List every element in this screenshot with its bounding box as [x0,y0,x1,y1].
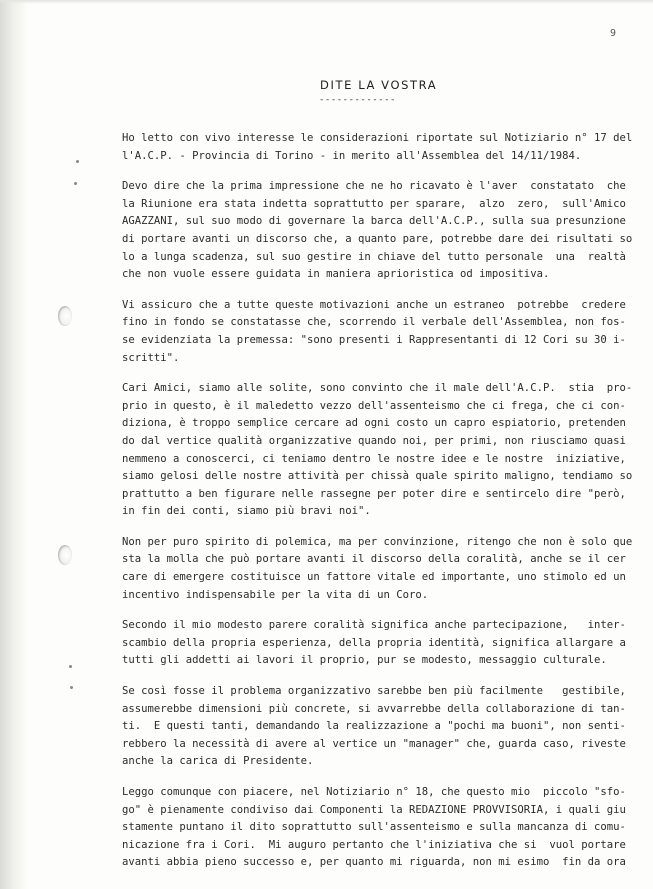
letter-paragraph [122,380,633,521]
text-line: di portare avanti un discorso che, a quanto pare, potrebbe dare dei risultati so [122,232,633,245]
text-line: anche la carica di Presidente. [122,755,314,768]
paper-speck [69,665,72,668]
punch-hole-lower [58,545,72,565]
text-line: la Riunione era stata indetta soprattutto per sparare, alzo zero, sull'Amico [122,197,626,210]
text-line: nemmeno a conoscerci, ci teniamo dentro le nostre idee e le nostre iniziative, [122,452,626,465]
letter-paragraph [122,297,627,367]
letter-paragraph [122,534,633,604]
text-line: incentivo indispensabile per la vita di un Coro. [122,588,429,601]
text-line: care di emergere costituisce un fattore vitale ed importante, uno stimolo ed un [122,571,626,584]
paper-speck [70,686,73,689]
paper-speck [74,182,77,185]
text-line: scritti". [122,351,180,364]
text-line: sta la molla che può portare avanti il discorso della coralità, anche se il cer [122,553,626,566]
text-line: l'A.C.P. - Provincia di Torino - in merito all'Assemblea del 14/11/1984. [122,149,582,162]
text-line: lo a lunga scadenza, sul suo gestire in chiave del tutto personale una realtà [122,250,626,263]
text-line: Leggo comunque con piacere, nel Notiziario n° 18, che questo mio piccolo "sfo- [122,786,626,798]
text-line: tutti gli addetti ai lavori il proprio, pur se modesto, messaggio culturale. [122,654,607,667]
text-line: Non per puro spirito di polemica, ma per convinzione, ritengo che non è solo que [122,535,633,548]
text-line: Se così fosse il problema organizzativo sarebbe ben più facilmente gestibile, [122,685,626,698]
title-underline: ------------- [319,95,396,105]
text-line: in fin dei conti, siamo più bravi noi". [122,505,371,518]
page-top-edge [0,0,653,4]
page-number: 9 [610,28,617,39]
text-line: ti. E questi tanti, demandando la realizzazione a "pochi ma buoni", non senti- [122,720,626,733]
text-line: scambio della propria esperienza, della propria identità, significa allargare a [122,636,626,649]
text-line: siamo gelosi delle nostre attività per chissà quale spirito maligno, tendiamo so [122,470,633,483]
letter-paragraph [122,178,633,284]
punch-hole-upper [58,306,72,326]
paper-speck [76,160,79,163]
document-title: DITE LA VOSTRA [320,78,438,92]
text-line: assumerebbe dimensioni più concrete, si avvarrebbe della collaborazione di tan- [122,702,626,715]
text-line: prio in questo, è il maledetto vezzo dell'assenteismo che ci frega, che ci con- [122,399,626,412]
letter-paragraph [122,784,627,872]
letter-paragraph [122,683,627,771]
text-line: prattutto a ben figurare nelle rassegne per poter dire e sentircelo dire "però, [122,487,626,500]
text-line: rebbero la necessità di avere al vertice un "manager" che, guarda caso, riveste [122,737,626,750]
text-line: nicazione fra i Cori. Mi auguro pertanto che l'iniziativa che si vuol portare [122,838,626,851]
text-line: Devo dire che la prima impressione che ne ho ricavato è l'aver constatato che [122,180,626,193]
text-line: se evidenziata la premessa: "sono presenti i Rappresentanti di 12 Cori su 30 i- [122,333,626,346]
text-line: che non vuole essere guidata in maniera aprioristica od impositiva. [122,268,550,281]
letter-body [122,130,633,885]
page-edge-shadow [0,0,28,889]
text-line: Vi assicuro che a tutte queste motivazioni anche un estraneo potrebbe credere [122,298,626,311]
text-line: stamente puntano il dito soprattutto sull'assenteismo e sulla mancanza di comu- [122,821,626,834]
text-line: go" è pienamente condiviso dai Componenti la REDAZIONE PROVVISORIA, i quali giu [122,803,626,816]
text-line: Ho letto con vivo interesse le considerazioni riportate sul Notiziario n° 17 del [122,132,633,144]
text-line: AGAZZANI, sul suo modo di governare la barca dell'A.C.P., sulla sua presunzione [122,215,626,228]
letter-paragraph [122,617,627,670]
text-line: Cari Amici, siamo alle solite, sono convinto che il male dell'A.C.P. stia pro- [122,382,633,395]
text-line: diziona, è troppo semplice cercare ad ogni costo un capro espiatorio, pretenden [122,417,626,430]
text-line: Secondo il mio modesto parere coralità significa anche partecipazione, inter- [122,619,626,632]
text-line: fino in fondo se constatasse che, scorrendo il verbale dell'Assemblea, non fos- [122,316,626,329]
text-line: do dal vertice qualità organizzative quando noi, per primi, non riusciamo quasi [122,434,626,447]
letter-paragraph [122,130,633,165]
text-line: avanti abbia pieno successo e, per quanto mi riguarda, non mi esimo fin da ora [122,856,626,869]
